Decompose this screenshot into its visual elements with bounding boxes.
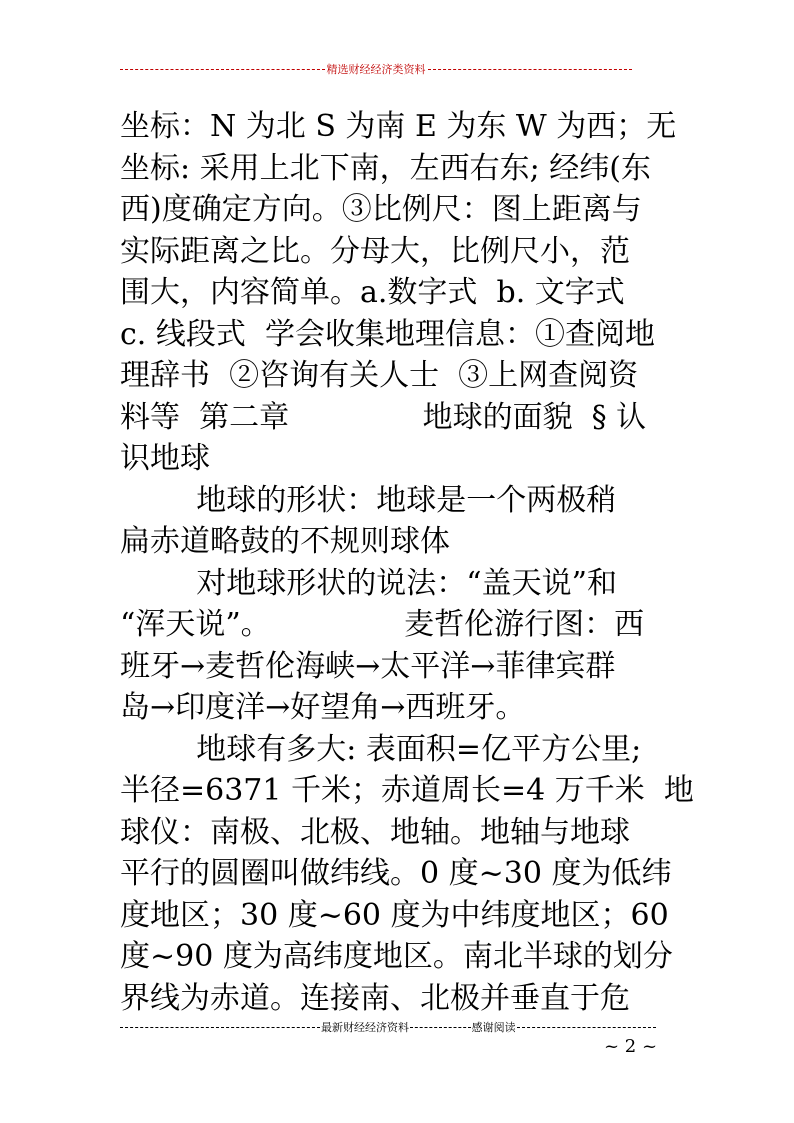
body-line: 平行的圆圈叫做纬线。0 度~30 度为低纬 [120,856,672,891]
page-header [120,61,632,77]
body-line: 围大，内容简单。a.数字式 b. 文字式 [120,275,625,310]
footer-dash-left [120,1027,320,1028]
footer-dash-middle [410,1027,471,1028]
body-line: 半径=6371 千米；赤道周长=4 万千米 地 [120,773,694,808]
page-footer [120,1020,656,1034]
body-line: 料等 第二章 地球的面貌 § 认 [120,399,647,435]
body-line: 实际距离之比。分母大，比例尺小，范 [120,233,630,269]
body-line: 界线为赤道。连接南、北极并垂直于危 [120,980,630,1016]
footer-right-label: 感谢阅读 [471,1021,516,1034]
page-number: ~ 2 ~ [604,1036,658,1057]
header-label: 精选财经经济类资料 [326,63,426,76]
body-line: 扁赤道略鼓的不规则球体 [120,524,450,559]
body-line: 坐标：N 为北 S 为南 E 为东 W 为西；无 [120,109,677,144]
body-line: 度~90 度为高纬度地区。南北半球的划分 [120,939,673,974]
footer-left-label: 最新财经经济资料 [321,1021,409,1034]
body-line: 班牙→麦哲伦海峡→太平洋→菲律宾群 [120,648,616,684]
body-line: 理辞书 ②咨询有关人士 ③上网查阅资 [120,358,639,393]
body-line: 坐标: 采用上北下南，左西右东; 经纬(东 [120,150,651,186]
body-line: 球仪：南极、北极、地轴。地轴与地球 [120,814,630,850]
body-line: 地球有多大: 表面积=亿平方公里; [120,731,642,767]
header-dash-left [120,69,325,70]
body-line: 度地区；30 度~60 度为中纬度地区；60 [120,897,669,933]
body-line: 岛→印度洋→好望角→西班牙。 [120,690,526,725]
body-line: c. 线段式 学会收集地理信息：①查阅地 [120,316,655,352]
body-line: 对地球形状的说法：“盖天说”和 [120,565,617,601]
body-line: 西)度确定方向。③比例尺：图上距离与 [120,192,642,227]
body-line: 地球的形状：地球是一个两极稍 [120,482,617,518]
body-line: 识地球 [120,441,210,476]
document-body [120,106,694,1019]
footer-dash-right [517,1027,656,1028]
body-line: “浑天说”。 麦哲伦游行图：西 [120,607,645,642]
header-dash-right [428,69,633,70]
